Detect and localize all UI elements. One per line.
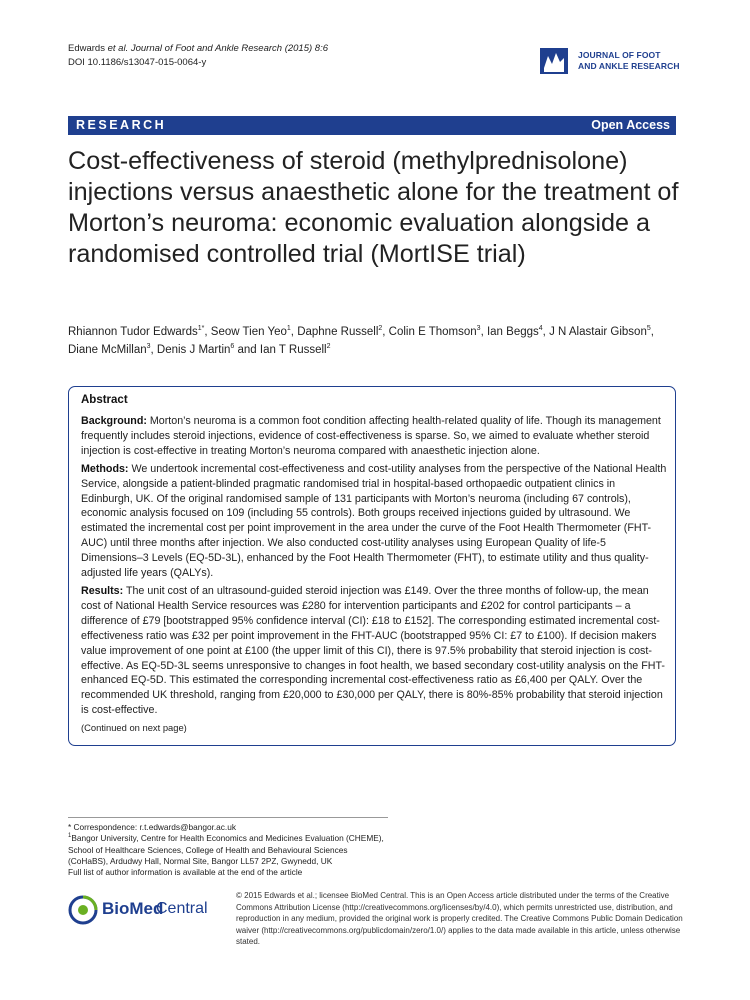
abstract-body	[81, 414, 669, 739]
open-access-badge: Open Access	[591, 118, 670, 132]
license-text: © 2015 Edwards et al.; licensee BioMed Central. This is an Open Access article distributed under the terms of the Creative Commons Attribution License (http://creativecommons.org/licenses/by/4.0), which permits unrestricted use, distribution, and reproduction in any medium, provided the original work is properly credited. The Creative Commons Public Domain Dedication waiver (http://creativecommons.org/publicdomain/zero/1.0/) applies to the data made available in this article, unless otherwise stated.	[236, 891, 683, 946]
author-affiliation-mark: 1	[286, 325, 291, 333]
author-name[interactable]: Denis J Martin	[156, 344, 231, 356]
author-affiliation-mark: 6	[230, 343, 235, 351]
author-affiliation-mark: 3	[146, 343, 151, 351]
affiliation-mark: 1	[68, 833, 72, 840]
author-7	[68, 344, 151, 356]
journal-logo[interactable]	[538, 44, 688, 84]
author-9	[260, 344, 331, 356]
author-affiliation-mark: 2	[326, 343, 331, 351]
citation-author: Edwards	[68, 43, 105, 54]
author-name[interactable]: Colin E Thomson	[388, 326, 477, 338]
journal-logo-line2: AND ANKLE RESEARCH	[578, 61, 680, 71]
author-name[interactable]: Seow Tien Yeo	[210, 326, 287, 338]
methods-label: Methods:	[81, 462, 129, 475]
author-5	[487, 326, 543, 338]
author-3	[297, 326, 382, 338]
background-text: Morton’s neuroma is a common foot condition affecting health-related quality of life. Though its management frequently includes steroid injections, evidence of cost-effectiveness is sparse. So, we aimed to evaluate whether steroid injection is cost-effective in treating Morton’s neuroma compared with anaesthetic injection alone.	[81, 415, 661, 457]
section-label: RESEARCH	[76, 118, 167, 132]
author-8	[157, 344, 234, 356]
author-name[interactable]: Rhiannon Tudor Edwards	[68, 326, 198, 338]
author-affiliation-mark: 4	[538, 325, 543, 333]
affiliation-note	[68, 833, 388, 867]
author-name[interactable]: Diane McMillan	[68, 344, 147, 356]
journal-logo-icon	[538, 44, 570, 78]
author-6	[549, 326, 651, 338]
citation-journal: Journal of Foot and Ankle Research (2015) 8:6	[130, 43, 329, 54]
section-banner	[68, 116, 676, 135]
author-list: Rhiannon Tudor Edwards$^{1*}$, Seow Tien Yeo$^1$, Daphne Russell$^2$, Colin E Thomson$^3$, Ian Beggs$^4$, J N Alastair Gibson$^5$, Diane McMillan$^3$, Denis J Martin$^6$ and Ian T Russell$^2$	[68, 325, 654, 356]
author-name[interactable]: J N Alastair Gibson	[549, 326, 647, 338]
author-affiliation-mark: 5	[646, 325, 651, 333]
results-text: The unit cost of an ultrasound-guided steroid injection was £149. Over the three months of follow-up, the mean cost of National Health Service resources was £280 for intervention participants and £202 for control participants – a difference of £79 [bootstrapped 95% confidence interval (CI): £18 to £152]. The corresponding estimated incremental cost-effectiveness ratio was £32 per point improvement in the FHT-AUC (bootstrapped 95% CI: £7 to £100). If decision makers value improvement of one point at £100 (the upper limit of this CI), there is 97.5% probability that steroid injection is cost-effective. As EQ-5D-3L seems unresponsive to changes in foot health, we based secondary cost-utility analysis on the FHT-enhanced EQ-5D. This estimated the corresponding incremental cost-effectiveness ratio as £6,400 per QALY. Over the recommended UK threshold, ranging from £20,000 to £30,000 per QALY, there is 80%-85% probability that steroid injection is cost-effective.	[81, 584, 665, 717]
biomed-central-logo-icon	[68, 895, 98, 925]
abstract-results	[81, 584, 669, 718]
author-affiliation-mark: 3	[476, 325, 481, 333]
journal-logo-text	[578, 50, 680, 72]
methods-text: We undertook incremental cost-effectiveness and cost-utility analyses from the perspective of the National Health Service, alongside a patient-blinded pragmatic randomised trial in hospital-based orthopaedic outpatient clinics in Edinburgh, UK. Of the original randomised sample of 131 participants with Morton’s neuroma (including 67 controls), economic analysis focused on 109 (including 55 controls). Both groups received injections guided by ultrasound. We estimated the incremental cost per point improvement in the area under the curve of the Foot Health Thermometer (FHT-AUC) until three months after injection. We also conducted cost-utility analyses using European Quality of life-5 Dimensions–3 Levels (EQ-5D-3L), enhanced by the Foot Health Thermometer (FHT), to estimate utility and thus quality-adjusted life years (QALYs).	[81, 462, 667, 580]
abstract-box	[68, 386, 676, 746]
author-affiliation-mark: 1*	[197, 325, 205, 333]
abstract-methods	[81, 462, 669, 581]
full-list-note: Full list of author information is available at the end of the article	[68, 867, 303, 878]
author-2	[211, 326, 291, 338]
abstract-background	[81, 414, 669, 459]
affiliation-text: Bangor University, Centre for Health Economics and Medicines Evaluation (CHEME), School of Healthcare Sciences, College of Health and Behavioural Sciences (CoHaBS), Ardudwy Hall, Normal Site, Bangor LL57 2PZ, Gwynedd, UK	[68, 833, 384, 866]
doi-link[interactable]: DOI 10.1186/s13047-015-0064-y	[68, 57, 207, 68]
author-1	[68, 326, 204, 338]
author-name[interactable]: Daphne Russell	[297, 326, 379, 338]
central-wordmark: Central	[156, 900, 208, 917]
article-title: Cost-effectiveness of steroid (methylprednisolone) injections versus anaesthetic alone for the treatment of Morton’s neuroma: economic evaluation alongside a randomised controlled trial (MortISE trial)	[68, 147, 679, 268]
author-affiliation-mark: 2	[378, 325, 383, 333]
biomed-central-logo[interactable]	[68, 895, 218, 927]
background-label: Background:	[81, 415, 147, 427]
citation-etal: et al.	[107, 43, 129, 54]
biomed-wordmark: BioMed	[102, 899, 164, 918]
footnotes	[68, 817, 388, 878]
citation-line	[68, 42, 328, 56]
citation-header	[68, 42, 328, 70]
author-name[interactable]: Ian T Russell	[259, 344, 327, 356]
author-4	[389, 326, 481, 338]
journal-logo-line1: JOURNAL OF FOOT	[578, 50, 661, 60]
continued-note: (Continued on next page)	[81, 722, 187, 734]
abstract-heading: Abstract	[81, 394, 128, 406]
correspondence-note[interactable]: * Correspondence: r.t.edwards@bangor.ac.uk	[68, 822, 237, 832]
author-name[interactable]: Ian Beggs	[486, 326, 539, 338]
results-label: Results:	[81, 584, 124, 597]
author-conjunction: and	[237, 344, 257, 356]
